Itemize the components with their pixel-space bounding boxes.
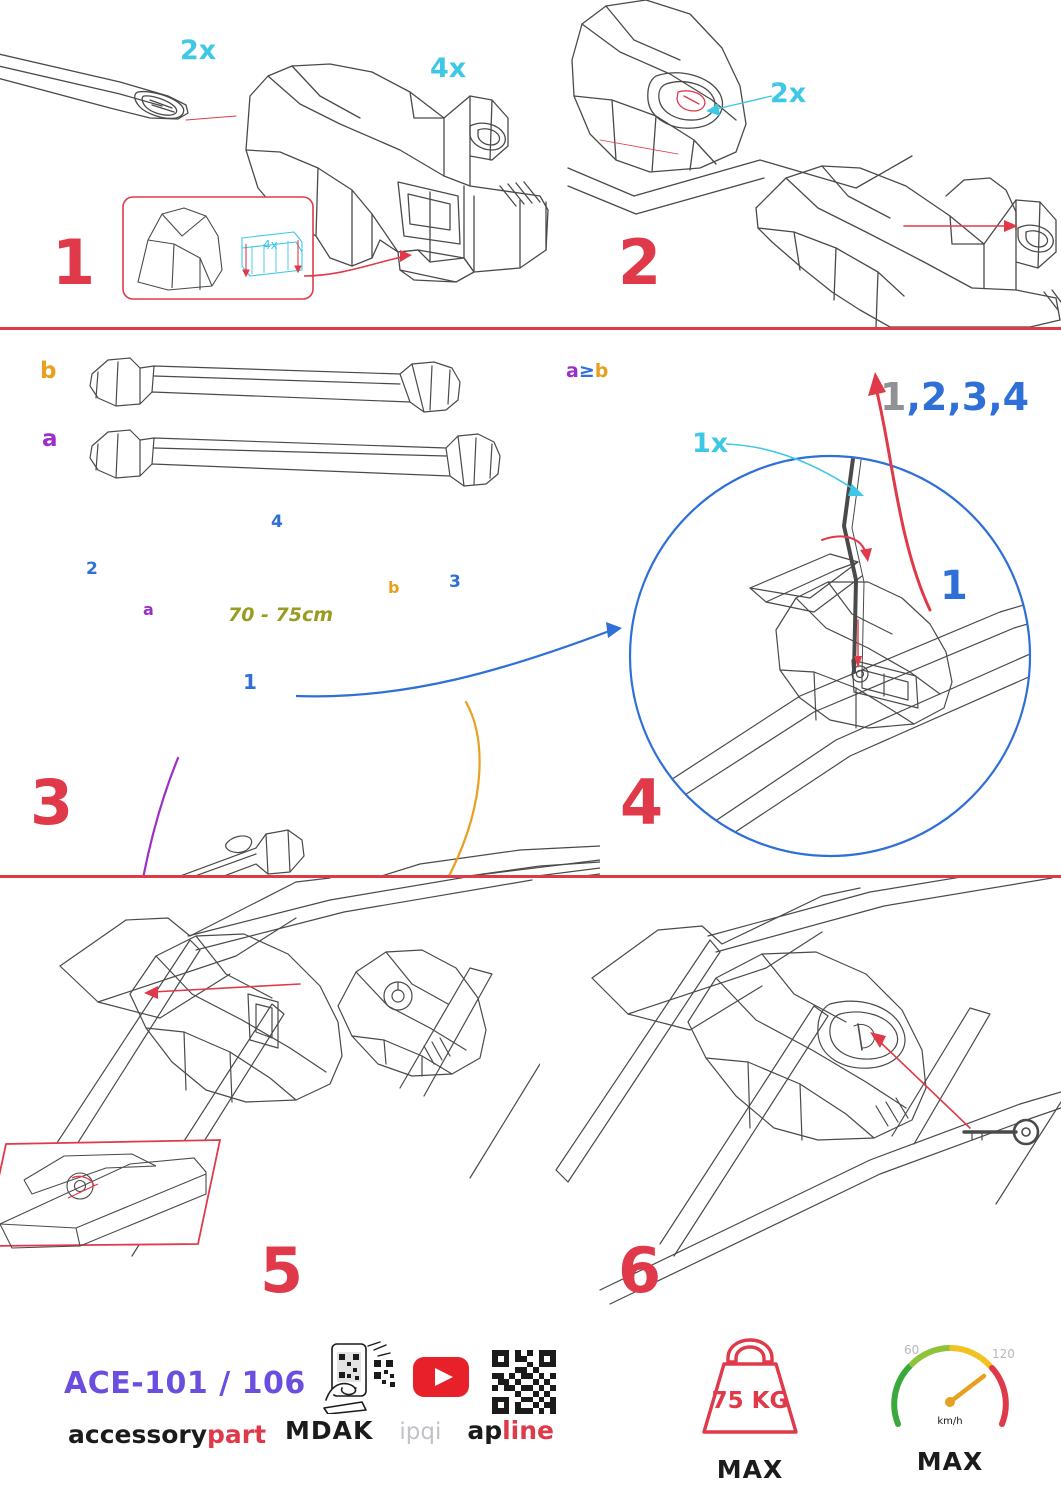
step-2-lock-callout: [690, 86, 776, 120]
brand-apline-part1: ap: [467, 1416, 503, 1445]
step-1-assembly-arrow: [300, 238, 424, 282]
step-3-position-3: 3: [449, 572, 461, 592]
step-1-inset: [122, 196, 314, 300]
step-3-figure: [0, 330, 600, 875]
step-3-position-2: 2: [86, 559, 98, 579]
footer: [0, 1328, 1061, 1500]
brand-accessorypart-part1: accessory: [68, 1420, 208, 1449]
model-number: ACE-101 / 106: [64, 1366, 306, 1401]
step-4-callout-1: 1: [940, 563, 968, 609]
step-5-number: 5: [260, 1234, 303, 1307]
step-3-position-1: 1: [243, 670, 257, 694]
step-1-qty-4x: 4x: [430, 53, 467, 84]
step-3-label-a: a: [42, 426, 58, 452]
brand-accessorypart: [68, 1420, 266, 1449]
qr-code-icon[interactable]: [492, 1350, 556, 1414]
step-5-inset: [0, 1128, 226, 1268]
step-1-inset-qty-4x: 4x: [263, 238, 278, 252]
phone-qr-scan-icon: [322, 1340, 402, 1419]
speed-scale-min: 60: [904, 1343, 920, 1357]
step-1-qty-2x: 2x: [180, 35, 217, 66]
step-4-tightening-sequence: 1,2,3,4: [880, 375, 1030, 419]
brand-apline: [467, 1416, 554, 1445]
brand-mdak: MDAK: [285, 1416, 374, 1445]
step-2-qty-2x: 2x: [770, 78, 807, 109]
step-3-condition-label: a≥b: [566, 360, 609, 382]
step-4-key-callout: [718, 434, 868, 504]
max-load-caption: MAX: [716, 1455, 784, 1484]
step-2-number: 2: [618, 226, 661, 299]
step-3-label-b: b: [40, 358, 57, 384]
youtube-icon[interactable]: [412, 1356, 470, 1403]
step-3-number: 3: [30, 766, 73, 839]
max-speed-block: [880, 1332, 1020, 1476]
brand-accessorypart-part2: part: [207, 1420, 267, 1449]
max-load-value: 75 KG: [711, 1388, 789, 1414]
qr-code-grid: [492, 1350, 556, 1414]
step-3-position-4: 4: [271, 512, 283, 532]
speed-unit-label: km/h: [937, 1416, 963, 1427]
brand-row: [285, 1416, 554, 1445]
speed-scale-max: 120: [992, 1347, 1015, 1361]
speedometer-icon: [880, 1332, 1020, 1442]
brand-apline-part2: line: [502, 1416, 555, 1445]
step-3-spacing-dimension: 70 - 75cm: [228, 604, 334, 626]
max-speed-caption: MAX: [916, 1447, 984, 1476]
step-3-to-4-arrow: [286, 614, 626, 714]
max-load-block: [690, 1336, 810, 1484]
step-1-number: 1: [52, 226, 95, 299]
step-4-number: 4: [620, 766, 663, 839]
step-4-qty-1x: 1x: [692, 428, 729, 459]
brand-ipqi: ipqi: [399, 1419, 442, 1445]
step-6-number: 6: [618, 1234, 661, 1307]
step-3-inline-a: a: [143, 600, 154, 619]
step-3-inline-b: b: [388, 578, 400, 597]
